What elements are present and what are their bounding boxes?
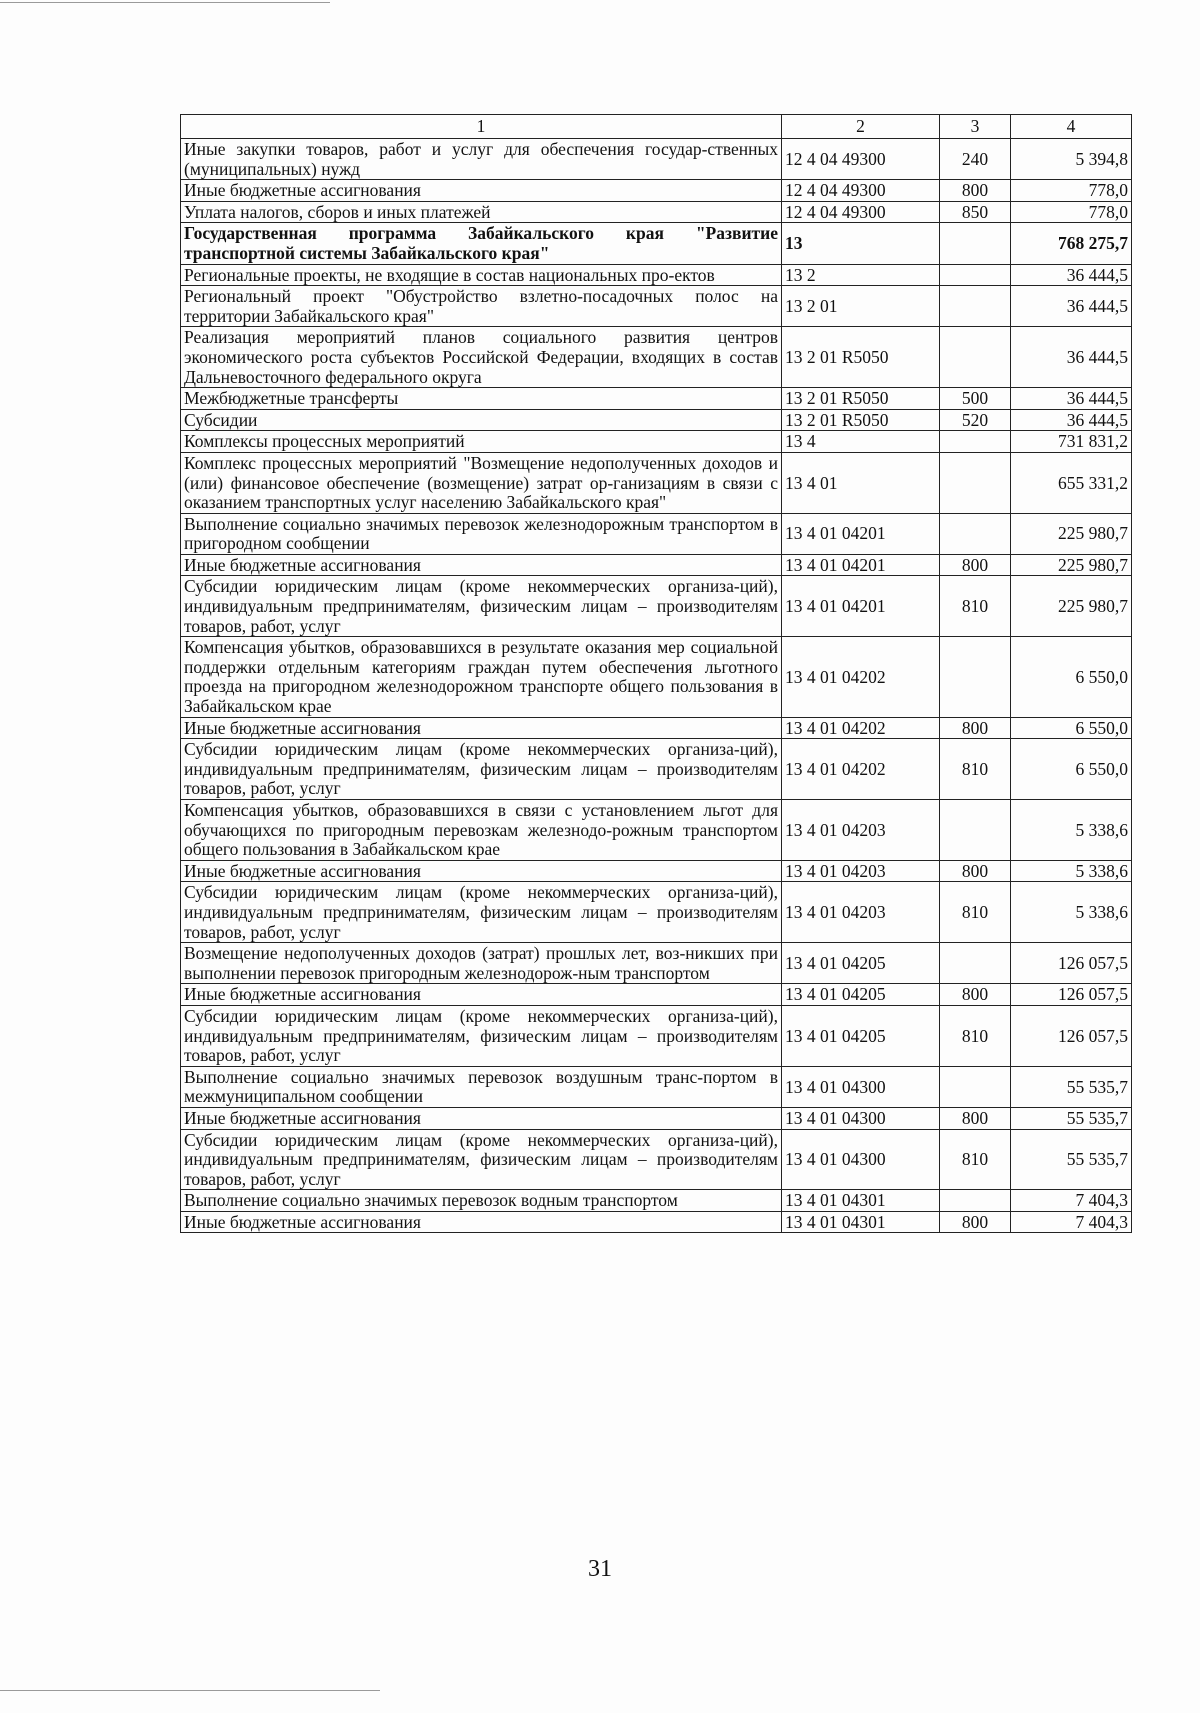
row-expense-type-cell [940, 513, 1011, 554]
table-row [181, 286, 1132, 327]
row-amount-cell: 225 980,7 [1011, 576, 1132, 637]
row-amount-cell: 55 535,7 [1011, 1066, 1132, 1107]
table-row [181, 1107, 1132, 1129]
row-expense-type-cell: 850 [940, 201, 1011, 223]
row-name-cell: Иные бюджетные ассигнования [181, 860, 782, 882]
row-expense-type-cell [940, 286, 1011, 327]
row-expense-type-cell: 800 [940, 1107, 1011, 1129]
row-code-cell: 13 2 01 R5050 [782, 327, 940, 388]
row-name-cell: Региональные проекты, не входящие в состав национальных про-ектов [181, 264, 782, 286]
row-code-cell: 13 4 01 04202 [782, 637, 940, 717]
row-amount-cell: 36 444,5 [1011, 286, 1132, 327]
row-code-cell: 13 4 01 04300 [782, 1129, 940, 1190]
row-name-cell: Уплата налогов, сборов и иных платежей [181, 201, 782, 223]
row-code-cell: 13 [782, 223, 940, 264]
row-code-cell: 13 4 01 04201 [782, 576, 940, 637]
row-name-cell: Субсидии [181, 409, 782, 431]
table-row [181, 800, 1132, 861]
row-code-cell: 13 2 01 [782, 286, 940, 327]
row-code-cell: 13 4 01 04205 [782, 984, 940, 1006]
header-cell-1: 1 [181, 115, 782, 139]
row-amount-cell: 7 404,3 [1011, 1211, 1132, 1233]
row-code-cell: 13 4 [782, 431, 940, 453]
row-expense-type-cell: 520 [940, 409, 1011, 431]
row-code-cell: 12 4 04 49300 [782, 139, 940, 180]
table-row [181, 452, 1132, 513]
row-expense-type-cell: 240 [940, 139, 1011, 180]
row-name-cell: Иные бюджетные ассигнования [181, 1107, 782, 1129]
table-row [181, 984, 1132, 1006]
table-row [181, 637, 1132, 717]
table-row [181, 1066, 1132, 1107]
row-name-cell: Субсидии юридическим лицам (кроме некоммерческих организа-ций), индивидуальным предпринимателям, физическим лицам – производителям товаров, работ, услуг [181, 1129, 782, 1190]
table-row [181, 388, 1132, 410]
row-name-cell: Иные бюджетные ассигнования [181, 180, 782, 202]
row-amount-cell: 5 338,6 [1011, 882, 1132, 943]
row-expense-type-cell [940, 800, 1011, 861]
row-name-cell: Комплексы процессных мероприятий [181, 431, 782, 453]
table-row [181, 717, 1132, 739]
row-amount-cell: 768 275,7 [1011, 223, 1132, 264]
row-amount-cell: 36 444,5 [1011, 327, 1132, 388]
table-body [181, 115, 1132, 1233]
row-amount-cell: 126 057,5 [1011, 943, 1132, 984]
row-code-cell: 13 2 01 R5050 [782, 409, 940, 431]
row-expense-type-cell: 810 [940, 1129, 1011, 1190]
row-expense-type-cell: 800 [940, 984, 1011, 1006]
row-amount-cell: 36 444,5 [1011, 388, 1132, 410]
row-expense-type-cell: 800 [940, 860, 1011, 882]
row-code-cell: 13 4 01 04203 [782, 882, 940, 943]
row-amount-cell: 55 535,7 [1011, 1107, 1132, 1129]
row-amount-cell: 36 444,5 [1011, 409, 1132, 431]
row-amount-cell: 778,0 [1011, 201, 1132, 223]
row-expense-type-cell: 810 [940, 882, 1011, 943]
row-code-cell: 13 4 01 04203 [782, 860, 940, 882]
table-header-row [181, 115, 1132, 139]
table-row [181, 409, 1132, 431]
row-code-cell: 13 4 01 04201 [782, 513, 940, 554]
row-name-cell: Иные бюджетные ассигнования [181, 1211, 782, 1233]
header-cell-4: 4 [1011, 115, 1132, 139]
row-code-cell: 13 4 01 04301 [782, 1211, 940, 1233]
row-amount-cell: 126 057,5 [1011, 1005, 1132, 1066]
row-name-cell: Субсидии юридическим лицам (кроме некоммерческих организа-ций), индивидуальным предпринимателям, физическим лицам – производителям товаров, работ, услуг [181, 576, 782, 637]
row-amount-cell: 5 338,6 [1011, 860, 1132, 882]
row-expense-type-cell: 800 [940, 180, 1011, 202]
row-amount-cell: 55 535,7 [1011, 1129, 1132, 1190]
row-name-cell: Субсидии юридическим лицам (кроме некоммерческих организа-ций), индивидуальным предпринимателям, физическим лицам – производителям товаров, работ, услуг [181, 882, 782, 943]
row-amount-cell: 731 831,2 [1011, 431, 1132, 453]
table-row [181, 201, 1132, 223]
row-name-cell: Межбюджетные трансферты [181, 388, 782, 410]
table-row [181, 1211, 1132, 1233]
row-amount-cell: 5 338,6 [1011, 800, 1132, 861]
row-expense-type-cell [940, 264, 1011, 286]
row-amount-cell: 6 550,0 [1011, 717, 1132, 739]
row-name-cell: Реализация мероприятий планов социального развития центров экономического роста субъектов Российской Федерации, входящих в состав Дальневосточного федерального округа [181, 327, 782, 388]
row-amount-cell: 655 331,2 [1011, 452, 1132, 513]
row-name-cell: Возмещение недополученных доходов (затрат) прошлых лет, воз-никших при выполнении перевозок пригородным железнодорож-ным транспортом [181, 943, 782, 984]
row-expense-type-cell [940, 327, 1011, 388]
row-expense-type-cell: 810 [940, 576, 1011, 637]
row-name-cell: Иные закупки товаров, работ и услуг для обеспечения государ-ственных (муниципальных) нужд [181, 139, 782, 180]
row-expense-type-cell [940, 223, 1011, 264]
budget-table [180, 114, 1132, 1233]
row-amount-cell: 6 550,0 [1011, 739, 1132, 800]
table-row [181, 943, 1132, 984]
table-row [181, 327, 1132, 388]
header-cell-3: 3 [940, 115, 1011, 139]
row-name-cell: Субсидии юридическим лицам (кроме некоммерческих организа-ций), индивидуальным предпринимателям, физическим лицам – производителям товаров, работ, услуг [181, 739, 782, 800]
header-cell-2: 2 [782, 115, 940, 139]
row-name-cell: Комплекс процессных мероприятий "Возмещение недополученных доходов и (или) финансовое обеспечение (возмещение) затрат ор-ганизациям в связи с оказанием транспортных услуг населению Забайкальского края" [181, 452, 782, 513]
row-code-cell: 12 4 04 49300 [782, 201, 940, 223]
scan-edge-line-top [0, 2, 330, 3]
row-code-cell: 13 4 01 04300 [782, 1066, 940, 1107]
table-row [181, 882, 1132, 943]
row-name-cell: Выполнение социально значимых перевозок воздушным транс-портом в межмуниципальном сообщении [181, 1066, 782, 1107]
table-row [181, 513, 1132, 554]
row-code-cell: 13 4 01 04202 [782, 717, 940, 739]
row-expense-type-cell [940, 1190, 1011, 1212]
row-name-cell: Субсидии юридическим лицам (кроме некоммерческих организа-ций), индивидуальным предпринимателям, физическим лицам – производителям товаров, работ, услуг [181, 1005, 782, 1066]
row-expense-type-cell [940, 452, 1011, 513]
row-code-cell: 13 4 01 04203 [782, 800, 940, 861]
table-row [181, 264, 1132, 286]
row-name-cell: Иные бюджетные ассигнования [181, 717, 782, 739]
row-name-cell: Иные бюджетные ассигнования [181, 984, 782, 1006]
row-expense-type-cell: 810 [940, 1005, 1011, 1066]
row-code-cell: 13 2 [782, 264, 940, 286]
table-row [181, 431, 1132, 453]
table-row [181, 860, 1132, 882]
row-code-cell: 13 4 01 [782, 452, 940, 513]
row-expense-type-cell: 800 [940, 717, 1011, 739]
row-amount-cell: 6 550,0 [1011, 637, 1132, 717]
row-expense-type-cell: 800 [940, 1211, 1011, 1233]
row-amount-cell: 126 057,5 [1011, 984, 1132, 1006]
table-row [181, 576, 1132, 637]
table-row [181, 739, 1132, 800]
row-code-cell: 13 4 01 04205 [782, 943, 940, 984]
row-amount-cell: 225 980,7 [1011, 554, 1132, 576]
row-name-cell: Государственная программа Забайкальского края "Развитие транспортной системы Забайкальского края" [181, 223, 782, 264]
row-code-cell: 13 4 01 04201 [782, 554, 940, 576]
row-expense-type-cell [940, 637, 1011, 717]
table-row [181, 180, 1132, 202]
row-amount-cell: 225 980,7 [1011, 513, 1132, 554]
row-name-cell: Выполнение социально значимых перевозок водным транспортом [181, 1190, 782, 1212]
row-expense-type-cell: 800 [940, 554, 1011, 576]
table-row [181, 1190, 1132, 1212]
row-code-cell: 13 4 01 04301 [782, 1190, 940, 1212]
row-code-cell: 13 2 01 R5050 [782, 388, 940, 410]
row-expense-type-cell: 810 [940, 739, 1011, 800]
table-row [181, 139, 1132, 180]
table-row [181, 1005, 1132, 1066]
table-row [181, 1129, 1132, 1190]
scan-edge-line-bottom [0, 1690, 380, 1691]
row-code-cell: 13 4 01 04205 [782, 1005, 940, 1066]
row-name-cell: Компенсация убытков, образовавшихся в результате оказания мер социальной поддержки отдельным категориям граждан путем обеспечения льготного проезда на пригородном железнодорожном транспорте общего пользования в Забайкальском крае [181, 637, 782, 717]
row-name-cell: Компенсация убытков, образовавшихся в связи с установлением льгот для обучающихся по пригородным перевозкам железнодо-рожным транспортом общего пользования в Забайкальском крае [181, 800, 782, 861]
row-name-cell: Выполнение социально значимых перевозок железнодорожным транспортом в пригородном сообщении [181, 513, 782, 554]
row-amount-cell: 7 404,3 [1011, 1190, 1132, 1212]
row-expense-type-cell: 500 [940, 388, 1011, 410]
row-code-cell: 12 4 04 49300 [782, 180, 940, 202]
row-code-cell: 13 4 01 04300 [782, 1107, 940, 1129]
row-amount-cell: 36 444,5 [1011, 264, 1132, 286]
row-amount-cell: 778,0 [1011, 180, 1132, 202]
table-row [181, 554, 1132, 576]
table-row [181, 223, 1132, 264]
row-name-cell: Иные бюджетные ассигнования [181, 554, 782, 576]
row-name-cell: Региональный проект "Обустройство взлетно-посадочных полос на территории Забайкальского края" [181, 286, 782, 327]
row-expense-type-cell [940, 943, 1011, 984]
page-number: 31 [588, 1556, 612, 1582]
row-code-cell: 13 4 01 04202 [782, 739, 940, 800]
row-amount-cell: 5 394,8 [1011, 139, 1132, 180]
row-expense-type-cell [940, 1066, 1011, 1107]
row-expense-type-cell [940, 431, 1011, 453]
